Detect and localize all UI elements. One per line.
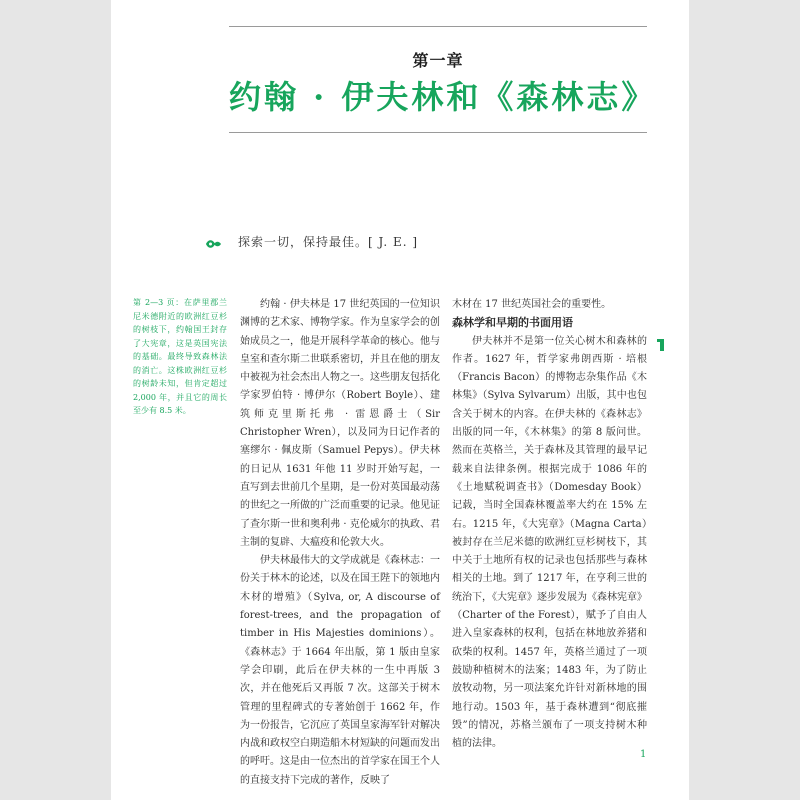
section-heading: 森林学和早期的书面用语 <box>452 316 573 330</box>
bottom-rule <box>229 132 647 133</box>
paragraph: 约翰 · 伊夫林是 17 世纪英国的一位知识渊博的艺术家、博物学家。作为皇家学会的创始成员之一，他是开展科学革命的核心。他与皇室和查尔斯二世联系密切，并且在他的朋友中被视为社会杰出人物之一。这些朋友包括化学家罗伯特 · 博伊尔（Robert Boyle）、建筑师克里斯托弗 · 雷恩爵士（Sir Christopher Wren），以及同为日记作者的塞缪尔 · 佩皮斯（Samuel Pepys）。伊夫林的日记从 1631 年他 11 岁时开始写起，一直写到去世前几个星期，是一份对英国最动荡的世纪之一所做的广泛而重要的记录。他见证了查尔斯一世和奥利弗 · 克伦威尔的执政、君主制的复辟、大瘟疫和伦敦大火。 <box>240 299 440 548</box>
chapter-label: 第一章 <box>412 51 464 70</box>
left-column <box>240 296 440 790</box>
leaf-ornament-icon <box>204 237 222 251</box>
paragraph: 伊夫林最伟大的文学成就是《森林志：一份关于林木的论述，以及在国王陛下的领地内木材的增殖》（Sylva, or, A discourse of forest-trees, and the propagation of timber in His Majesties dominions）。《森林志》于 1664 年出版，第 1 版由皇家学会印刷，此后在伊夫林的一生中再版 3 次，并在他死后又再版 7 次。这部关于树木管理的里程碑式的专著始创于 1662 年，作为一份报告，它沉应了英国皇家海军针对解决内战和政权空白期造船木材短缺的问题而发出的呼吁。这是由一位杰出的首学家在国王个人的直接支持下完成的著作，反映了 <box>240 555 440 786</box>
paragraph: 木材在 17 世纪英国社会的重要性。 <box>452 299 612 310</box>
section-marker-tip <box>657 339 660 342</box>
top-rule <box>229 26 647 27</box>
paragraph: 伊夫林并不是第一位关心树木和森林的作者。1627 年，哲学家弗朗西斯 · 培根（Francis Bacon）的博物志杂集作品《木林集》（Sylva Sylvarum）出版，其中也包含关于树木的内容。在伊夫林的《森林志》出版的同一年，《木林集》的第 8 版问世。然而在英格兰，关于森林及其管理的最早记载来自法律条例。根据完成于 1086 年的《土地赋税调查书》（Domesday Book）记载，当时全国森林覆盖率大约在 15% 左右。1215 年，《大宪章》（Magna Carta）被封存在兰尼米德的欧洲红豆杉树枝下，其中关于土地所有权的记录也包括那些与森林相关的土地。到了 1217 年，在亨利三世的统治下，《大宪章》逐步发展为《森林宪章》（Charter of the Forest），赋予了自由人进入皇家森林的权利，包括在林地放养猪和砍柴的权利。1457 年，英格兰通过了一项鼓励种植树木的法案；1483 年，为了防止放牧动物，另一项法案允许针对新林地的围地行动。1503 年，基于森林遭到“彻底摧毁”的情况，苏格兰颁布了一项支持树木种植的法律。 <box>452 335 647 750</box>
sidenote-caption: 第 2—3 页：在萨里郡兰尼米德附近的欧洲红豆杉的树枝下，约翰国王封存了大宪章，这是英国宪法的基础。最终导致森林法的消亡。这株欧洲红豆杉的树龄未知，但肯定超过 2,000 年，并且它的周长至少有 8.5 米。 <box>133 298 227 415</box>
right-column <box>452 296 647 753</box>
section-marker <box>660 339 664 351</box>
chapter-title: 约翰 · 伊夫林和《森林志》 <box>229 78 657 116</box>
epigraph: 探索一切，保持最佳。[ J. E. ] <box>238 235 419 249</box>
page-number: 1 <box>640 749 647 760</box>
